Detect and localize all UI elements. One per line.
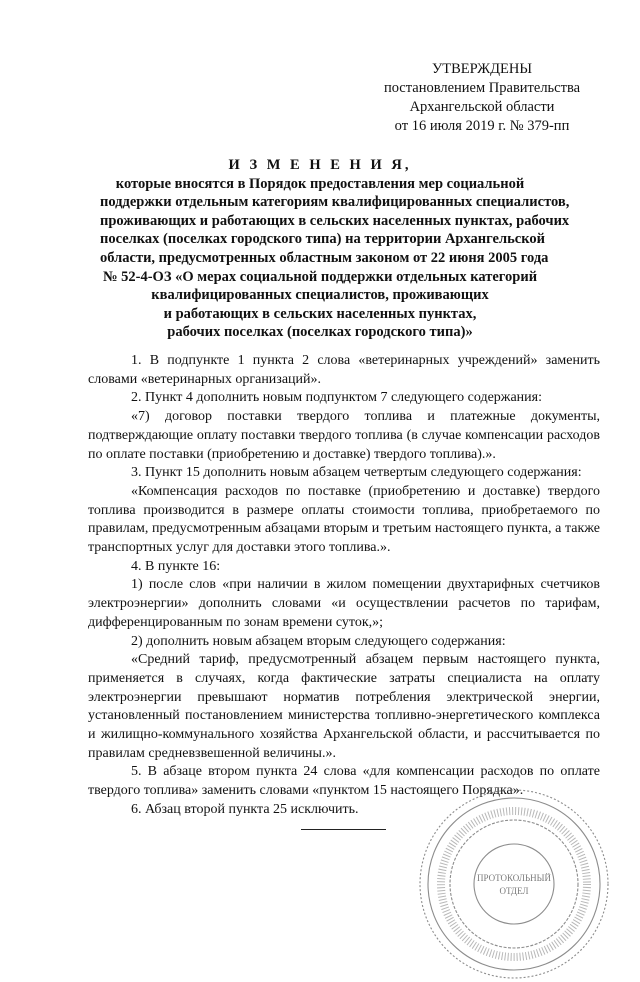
paragraph-10: 5. В абзаце втором пункта 24 слова «для компенсации расходов по оплате твердого топлива» заменить словами «пунктом 15 настоящего Порядка».	[88, 764, 600, 799]
paragraph-9: «Средний тариф, предусмотренный абзацем первым настоящего пункта, применяется в случаях, когда фактические затраты специалиста на оплату электроэнергии превышают норматив потребления электрической энергии, установленный постановлением министерства топливно-энергетического комплекса и жилищно-коммунального хозяйства Архангельской области, и рассчитывается по правилам средневзвешенной величины.».	[88, 652, 600, 761]
heading-line: и работающих в сельских населенных пунктах,	[163, 305, 477, 322]
paragraph-2: 2. Пункт 4 дополнить новым подпунктом 7 следующего содержания:	[131, 390, 542, 406]
approval-block	[364, 60, 600, 136]
paragraph-7: 1) после слов «при наличии в жилом помещении двухтарифных счетчиков электроэнергии» дополнить словами «и осуществлении расчетов по тарифам, дифференцированным по зонам времени суток,»;	[88, 577, 600, 630]
protocol-department-stamp	[416, 786, 612, 982]
heading-line: поселках (поселках городского типа) на территории Архангельской	[100, 231, 545, 248]
paragraph-5: «Компенсация расходов по поставке (приобретению и доставке) твердого топлива производится в размере оплаты стоимости топлива, приобретаемого по правилам, предусмотренным абзацами вторым и третьим настоящего пункта, а также транспортных услуг для доставки этого топлива.».	[88, 483, 600, 556]
heading-line: области, предусмотренных областным законом от 22 июня 2005 года	[100, 249, 549, 266]
heading-line: поддержки отдельным категориям квалифицированных специалистов,	[100, 194, 570, 211]
heading-line: № 52-4-ОЗ «О мерах социальной поддержки отдельных категорий	[102, 268, 538, 285]
approval-title: УТВЕРЖДЕНЫ	[431, 61, 533, 77]
heading-title: И З М Е Н Е Н И Я,	[228, 157, 412, 173]
heading-line: квалифицированных специалистов, проживающих	[151, 287, 489, 304]
closing-rule	[301, 829, 386, 830]
paragraph-1: 1. В подпункте 1 пункта 2 слова «ветеринарных учреждений» заменить словами «ветеринарных организаций».	[88, 353, 600, 387]
paragraph-3: «7) договор поставки твердого топлива и платежные документы, подтверждающие оплату поставки твердого топлива (в случае компенсации расходов по оплате поставки (приобретению и доставке) твердого топлива).».	[88, 409, 600, 462]
heading-line: рабочих поселках (поселках городского типа)»	[167, 324, 473, 341]
paragraph-6: 4. В пункте 16:	[131, 558, 221, 574]
paragraph-11: 6. Абзац второй пункта 25 исключить.	[131, 801, 359, 817]
stamp-inner-text-1: ПРОТОКОЛЬНЫЙ	[477, 873, 551, 883]
heading-line: проживающих и работающих в сельских населенных пунктах, рабочих	[100, 212, 570, 229]
approval-date-line: от 16 июля 2019 г. № 379-пп	[394, 118, 570, 134]
stamp-inner-text-2: ОТДЕЛ	[499, 886, 529, 896]
document-body	[88, 352, 600, 820]
approval-line: Архангельской области	[409, 99, 555, 115]
heading-line: которые вносятся в Порядок предоставления мер социальной	[115, 175, 525, 192]
paragraph-4: 3. Пункт 15 дополнить новым абзацем четвертым следующего содержания:	[131, 465, 582, 481]
approval-line: постановлением Правительства	[383, 80, 581, 96]
document-heading	[100, 156, 570, 342]
paragraph-8: 2) дополнить новым абзацем вторым следующего содержания:	[131, 633, 506, 649]
